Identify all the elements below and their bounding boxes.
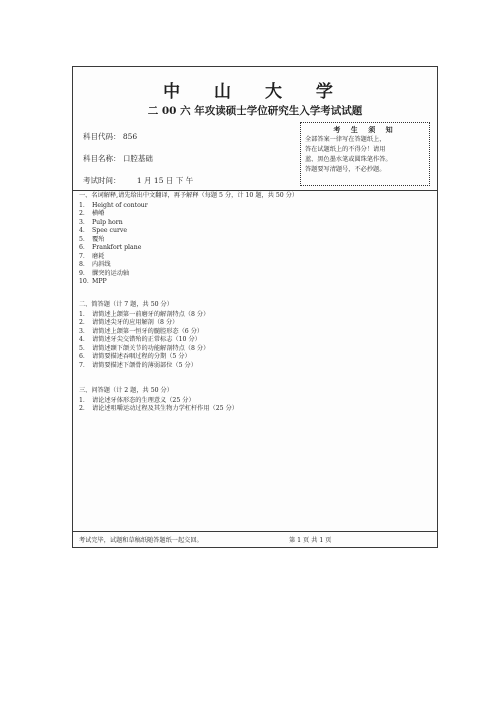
section-definitions: [79, 192, 298, 287]
question-item: 5． 请简述颞下颌关节的功能解剖特点（8 分）: [79, 344, 210, 352]
question-item: 2． 请论述咀嚼运动过程及其生物力学杠杆作用（25 分）: [79, 405, 238, 412]
question-item: 6． 请简要描述吞咽过程的分期（5 分）: [79, 353, 191, 360]
question-item: 6． Frankfort plane: [79, 244, 142, 251]
question-item: 1． 请论述牙体形态的生理意义（25 分）: [79, 396, 195, 404]
subject-code-value: 856: [122, 132, 138, 141]
exam-time-value: 1 月 15 日 下 午: [136, 176, 194, 185]
university-name: 中 山 大 学: [163, 82, 347, 102]
subject-name-line: [83, 153, 153, 164]
question-item: 1． 请简述上颌第一前磨牙的解剖特点（8 分）: [79, 310, 210, 318]
question-item: 3． Pulp horn: [79, 218, 123, 226]
notice-line: 答题要写清题号，不必抄题。: [305, 166, 386, 173]
section-header: 二、简答题（计 7 题，共 50 分）: [79, 301, 173, 308]
question-item: 1． Height of contour: [79, 201, 148, 209]
exam-paper: [72, 66, 438, 548]
notice-line: 全部答案一律写在答题纸上，: [305, 136, 386, 143]
question-item: 7． 请简要描述下颌骨的薄弱部位（5 分）: [79, 361, 197, 369]
subject-name-value: 口腔基础: [122, 154, 153, 163]
section-header: 三、问答题（计 2 题，共 50 分）: [79, 387, 173, 394]
footer-note: 考试完毕，试题和草稿纸随答题纸一起交回。: [79, 537, 203, 544]
question-item: 10． MPP: [79, 278, 107, 285]
notice-line: 答在试题纸上的不得分！请用: [305, 146, 386, 153]
footer-divider: [73, 531, 437, 532]
question-item: 4． 请简述牙尖交错殆的正常标志（10 分）: [79, 336, 201, 343]
candidate-notice-box: [300, 122, 430, 186]
exam-title: 二 00 六 年攻读硕士学位研究生入学考试试题: [147, 105, 363, 117]
question-item: 8． 内斜线: [79, 261, 111, 268]
question-item: 4． Spee curve: [79, 227, 128, 234]
question-item: 9． 髁突的运动轴: [79, 269, 130, 277]
section-header: 一、名词解释,请先给出中文翻译，再予解释（每题 5 分，计 10 题，共 50 分）: [79, 192, 299, 199]
page-number: 第 1 页 共 1 页: [289, 537, 332, 544]
question-item: 2． 横嵴: [79, 210, 105, 217]
question-item: 5． 覆殆: [79, 235, 105, 243]
subject-name-label: 科目名称：: [83, 154, 121, 163]
section-short-answer: [79, 301, 209, 370]
subject-code-line: [83, 131, 137, 142]
subject-code-label: 科目代码：: [83, 132, 121, 141]
notice-title: 考 生 须 知: [333, 125, 397, 134]
header-divider: [73, 190, 437, 191]
notice-line: 蓝、黑色墨水笔或圆珠笔作答。: [305, 156, 392, 163]
exam-time-line: [83, 175, 193, 186]
question-item: 2． 请简述尖牙的应用解剖（8 分）: [79, 319, 179, 326]
question-item: 7． 磨耗: [79, 252, 105, 260]
question-item: 3． 请简述上颌第一恒牙的髓腔形态（6 分）: [79, 327, 204, 335]
exam-time-label: 考试时间：: [83, 176, 121, 185]
section-essay: [79, 387, 238, 414]
footer: [79, 535, 431, 544]
